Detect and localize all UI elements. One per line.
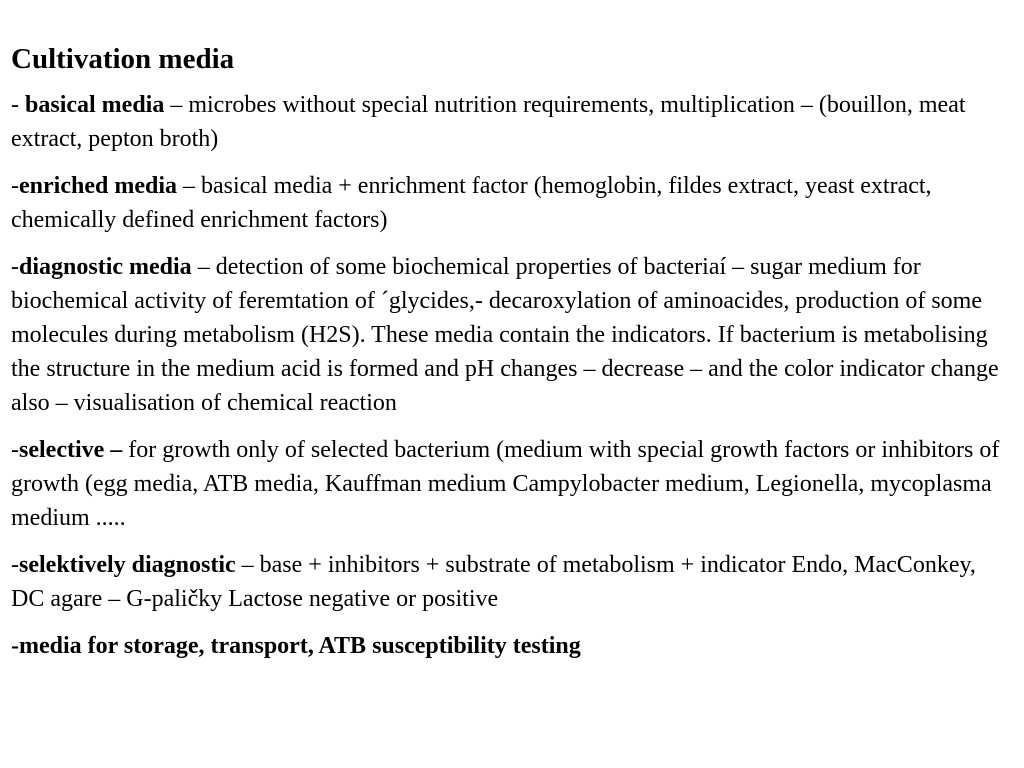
list-item-selective <box>11 433 1014 535</box>
entry-term: basical media <box>25 91 165 118</box>
entry-term: enriched media <box>19 172 177 199</box>
list-item-storage-transport: -media for storage, transport, ATB susceptibility testing <box>11 632 581 659</box>
page-title: Cultivation media <box>11 43 235 75</box>
entry-description: – microbes without special nutrition requirements, multiplication – (bouillon, meat extract, pepton broth) <box>11 91 966 152</box>
list-item-basical-media <box>11 88 1014 156</box>
entry-description: – basical media + enrichment factor (hemoglobin, fildes extract, yeast extract, chemically defined enrichment factors) <box>11 172 932 233</box>
entry-prefix: - <box>11 253 19 280</box>
entry-description: – base + inhibitors + substrate of metabolism + indicator Endo, MacConkey, DC agare – G-paličky Lactose negative or positive <box>11 551 976 612</box>
entry-term: selektively diagnostic <box>19 551 236 578</box>
entry-term: selective – <box>19 436 123 463</box>
list-item-selektively-diagnostic <box>11 548 1014 616</box>
entry-term: diagnostic media <box>19 253 192 280</box>
entry-prefix: - <box>11 172 19 199</box>
entry-description: – detection of some biochemical properties of bacteriaí – sugar medium for biochemical activity of feremtation of ´glycides,- decaroxylation of aminoacides, production of some molecules during metabolism (H2S). These media contain the indicators. If bacterium is metabolising the structure in the medium acid is formed and pH changes – decrease – and the color indicator change also – visualisation of chemical reaction <box>11 253 999 416</box>
list-item-enriched-media <box>11 169 1014 237</box>
entry-prefix: - <box>11 551 19 578</box>
entry-prefix: - <box>11 91 25 118</box>
entry-prefix: - <box>11 436 19 463</box>
entry-description: for growth only of selected bacterium (medium with special growth factors or inhibitors of growth (egg media, ATB media, Kauffman medium Campylobacter medium, Legionella, mycoplasma medium ..... <box>11 436 1000 531</box>
list-item-diagnostic-media <box>11 250 1014 420</box>
